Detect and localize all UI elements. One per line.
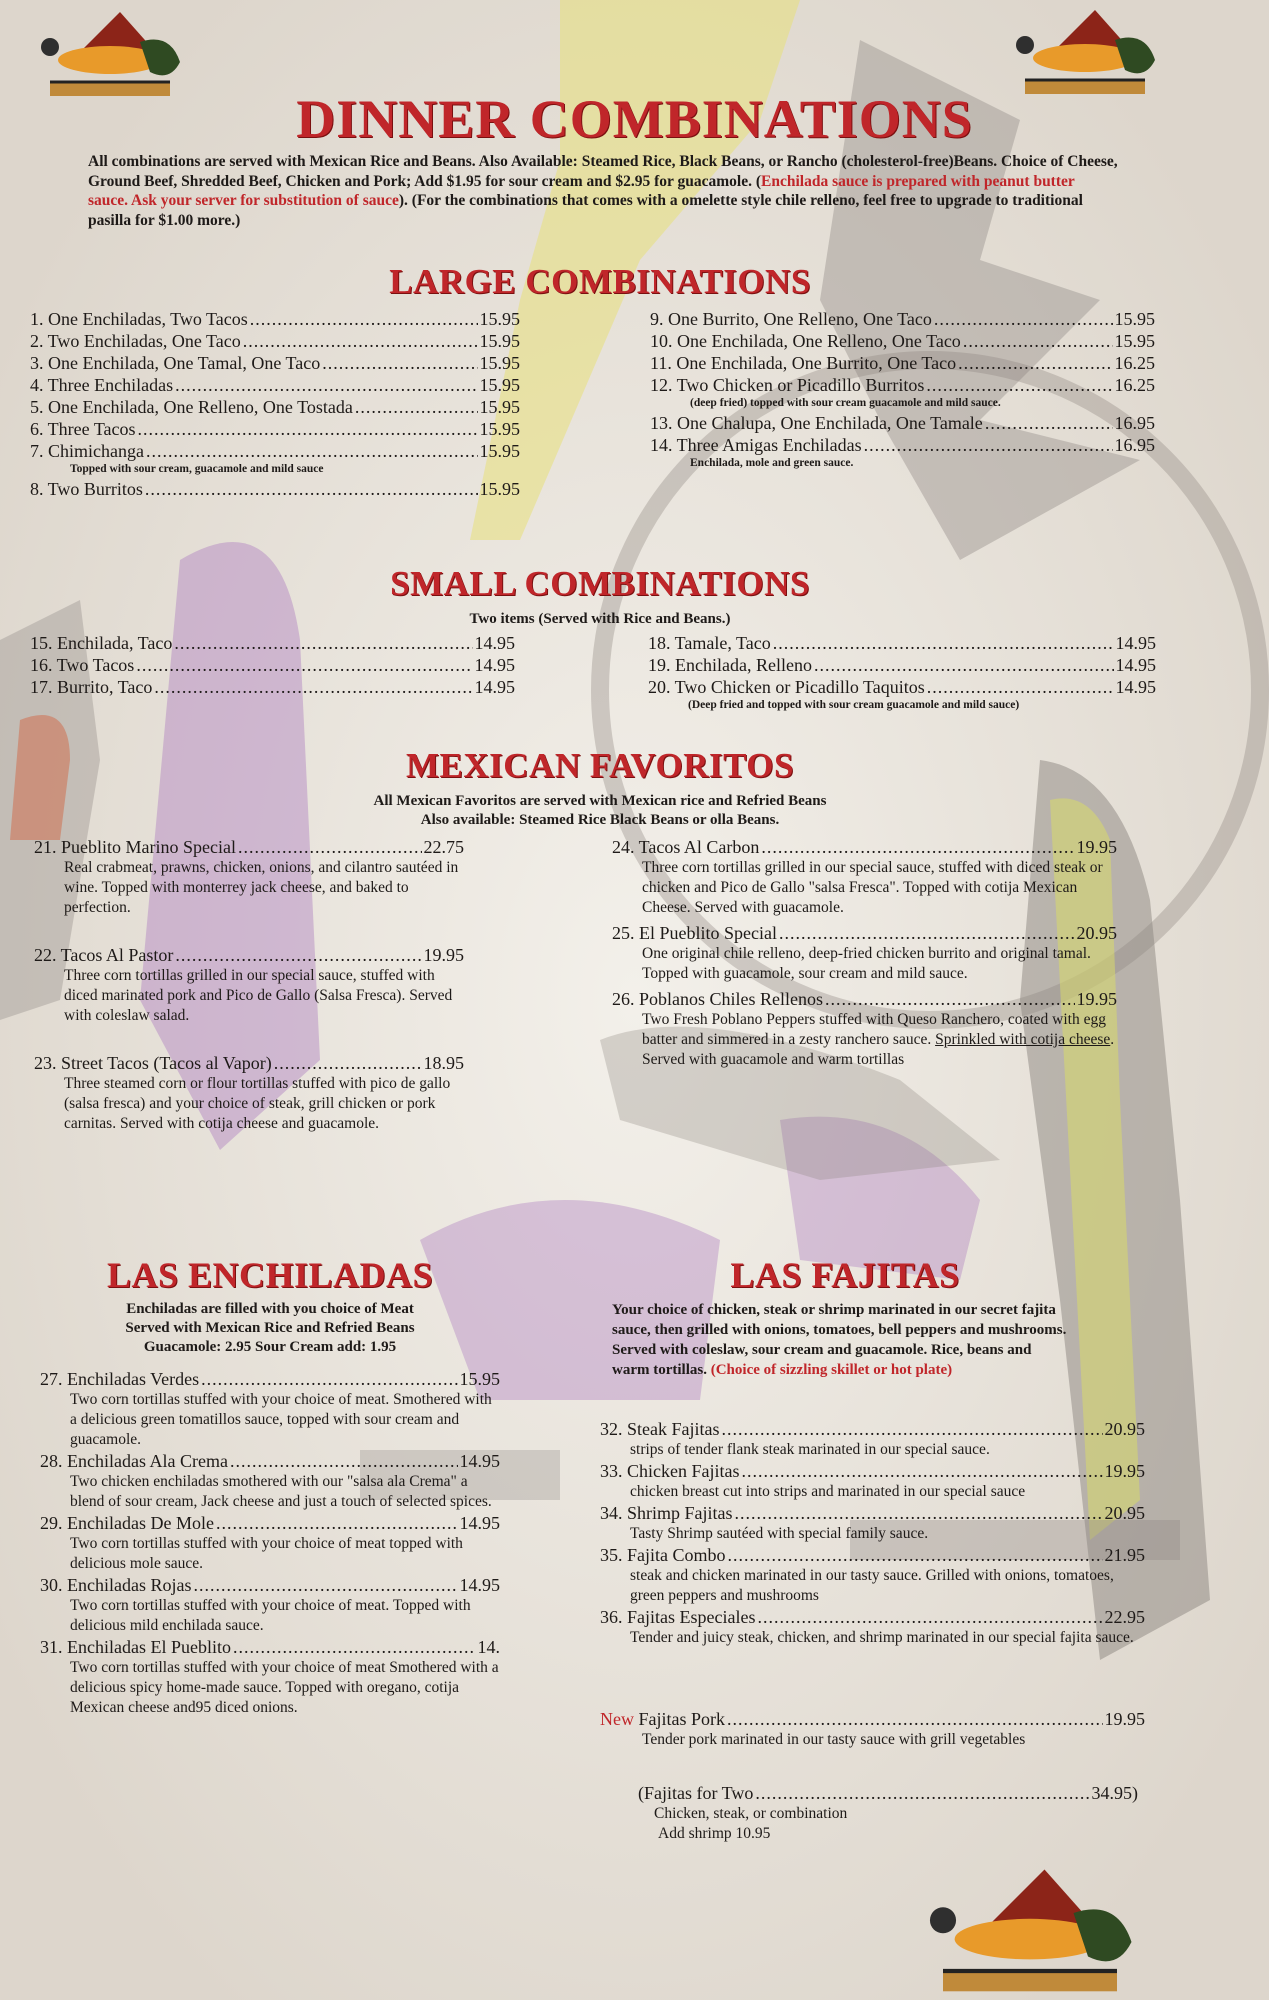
dot-leader <box>814 654 1114 676</box>
menu-item-row <box>650 412 1155 434</box>
menu-item-description: Add shrimp 10.95 <box>658 1825 771 1842</box>
menu-item-name: (Fajitas for Two <box>638 1783 754 1803</box>
menu-item-name: 23. Street Tacos (Tacos al Vapor) <box>34 1053 272 1073</box>
menu-item-price: 20.95 <box>1076 923 1117 943</box>
las-fajitas-skillet-note: (Choice of sizzling skillet or hot plate) <box>710 1362 953 1378</box>
menu-item <box>30 676 515 698</box>
large-combinations-left-column <box>30 308 520 500</box>
menu-item-name: 3. One Enchilada, One Tamal, One Taco <box>30 353 321 373</box>
menu-item-name: 30. Enchiladas Rojas <box>40 1575 192 1595</box>
menu-item <box>650 330 1155 352</box>
small-combinations-title: SMALL COMBINATIONS <box>390 564 810 603</box>
sleeping-man-cactus-logo-icon <box>840 1855 1220 2000</box>
menu-item-name: 14. Three Amigas Enchiladas <box>650 435 862 455</box>
dot-leader <box>138 418 478 440</box>
menu-item-name: 12. Two Chicken or Picadillo Burritos <box>650 375 925 395</box>
menu-item <box>30 352 520 374</box>
menu-item-description: Three steamed corn or flour tortillas stuffed with pico de gallo (salsa fresca) and your choice of steak, grill chicken or pork carnitas. Served with cotija cheese and guacamole. <box>64 1075 451 1132</box>
menu-item-price: 22.75 <box>423 837 464 857</box>
menu-item <box>40 1574 500 1636</box>
menu-item-row <box>30 374 520 396</box>
menu-item-row <box>650 308 1155 330</box>
menu-item-description: One original chile relleno, deep-fried chicken burrito and original tamal. Topped with guacamole, sour cream and mild sauce. <box>642 945 1091 982</box>
menu-item-price: 14.95 <box>459 1451 500 1471</box>
menu-item-price: 15.95 <box>459 1369 500 1389</box>
las-fajitas-subtitle <box>612 1300 1072 1380</box>
menu-item-row <box>40 1512 500 1534</box>
menu-item-row <box>650 330 1155 352</box>
mexican-favoritos-title: MEXICAN FAVORITOS <box>406 746 794 785</box>
menu-item-price: 19.95 <box>1076 989 1117 1009</box>
menu-item <box>612 922 1117 988</box>
menu-item-row <box>648 676 1156 698</box>
menu-item-name: 22. Tacos Al Pastor <box>34 945 174 965</box>
menu-item <box>600 1418 1145 1460</box>
dot-leader <box>927 676 1114 698</box>
menu-item-note: (deep fried) topped with sour cream guacamole and mild sauce. <box>690 397 1001 409</box>
dot-leader <box>741 1460 1102 1482</box>
las-enchiladas-subtitle-line: Guacamole: 2.95 Sour Cream add: 1.95 <box>143 1339 397 1355</box>
menu-item-description: Two corn tortillas stuffed with your choice of meat. Smothered with a delicious green tomatillos sauce, topped with sour cream and guacamole. <box>70 1391 492 1448</box>
intro-text <box>88 152 1118 230</box>
menu-item-price: 14.95 <box>474 633 515 653</box>
menu-item <box>40 1636 500 1718</box>
dot-leader <box>136 654 472 676</box>
menu-item-row <box>612 988 1117 1010</box>
menu-item-price: 15.95 <box>479 353 520 373</box>
dot-leader <box>145 478 478 500</box>
menu-item-price: 34.95) <box>1091 1783 1138 1803</box>
menu-item-name: 35. Fajita Combo <box>600 1545 726 1565</box>
menu-item-name: 29. Enchiladas De Mole <box>40 1513 214 1533</box>
menu-item <box>30 396 520 418</box>
menu-item-name: 36. Fajitas Especiales <box>600 1607 756 1627</box>
menu-item-description: Three corn tortillas grilled in our special sauce, stuffed with diced steak or chicken and Pico de Gallo "salsa Fresca". Topped with cotija Mexican Cheese. Served with guacamole. <box>642 859 1103 916</box>
large-combinations-title: LARGE COMBINATIONS <box>389 262 811 301</box>
dot-leader <box>761 836 1074 858</box>
menu-item-price: 19.95 <box>1076 837 1117 857</box>
menu-item-name <box>600 1708 725 1730</box>
dot-leader <box>174 632 472 654</box>
menu-item-row <box>30 478 520 500</box>
menu-item-row <box>30 396 520 418</box>
menu-item-note: Topped with sour cream, guacamole and mild sauce <box>70 463 324 475</box>
menu-item-row <box>30 352 520 374</box>
menu-item-price: 15.95 <box>479 397 520 417</box>
menu-item <box>612 988 1117 1070</box>
menu-item-name: 11. One Enchilada, One Burrito, One Taco <box>650 353 957 373</box>
menu-item-price: 18.95 <box>423 1053 464 1073</box>
menu-item-name: 34. Shrimp Fajitas <box>600 1503 733 1523</box>
menu-item-name: 17. Burrito, Taco <box>30 677 153 697</box>
menu-item-name: 21. Pueblito Marino Special <box>34 837 236 857</box>
menu-item-description: Tasty Shrimp sautéed with special family sauce. <box>630 1525 929 1542</box>
menu-item-price: 15.95 <box>479 441 520 461</box>
menu-item-row <box>638 1782 1138 1804</box>
dot-leader <box>216 1512 458 1534</box>
dot-leader <box>154 676 472 698</box>
menu-item-name: 24. Tacos Al Carbon <box>612 837 760 857</box>
menu-item-description: Real crabmeat, prawns, chicken, onions, and cilantro sautéed in wine. Topped with monterrey jack cheese, and baked to perfection. <box>64 859 459 916</box>
dot-leader <box>958 352 1112 374</box>
las-enchiladas-title: LAS ENCHILADAS <box>106 1255 434 1295</box>
menu-item-row <box>612 836 1117 858</box>
small-combinations-left-column <box>30 632 515 698</box>
menu-item-description: chicken breast cut into strips and marinated in our special sauce <box>630 1483 1026 1500</box>
menu-item-description: Tender and juicy steak, chicken, and shrimp marinated in our special fajita sauce. <box>630 1629 1134 1646</box>
small-combinations-subtitle: Two items (Served with Rice and Beans.) <box>469 611 731 627</box>
new-badge: New <box>600 1709 634 1729</box>
menu-item <box>40 1368 500 1450</box>
menu-item <box>648 654 1156 676</box>
dot-leader <box>757 1606 1102 1628</box>
menu-item-name: 9. One Burrito, One Relleno, One Taco <box>650 309 932 329</box>
menu-item-row <box>30 440 520 462</box>
menu-item-row <box>30 330 520 352</box>
sleeping-man-cactus-logo-icon <box>1005 0 1165 100</box>
menu-item-description-text: Two Fresh Poblano Peppers stuffed with Queso Ranchero, coated with egg batter and simmered in a zesty ranchero sauce. <box>642 1011 1106 1048</box>
menu-item-row <box>600 1606 1145 1628</box>
menu-item-row <box>34 836 464 858</box>
menu-item <box>650 374 1155 410</box>
dot-leader <box>722 1418 1103 1440</box>
menu-item <box>30 478 520 500</box>
menu-item-row <box>600 1708 1145 1730</box>
menu-item <box>30 418 520 440</box>
large-combinations-right-column <box>650 308 1155 472</box>
menu-item-price: 14. <box>477 1637 500 1657</box>
dot-leader <box>864 434 1113 456</box>
dot-leader <box>233 1636 476 1658</box>
new-fajitas-pork-item <box>600 1708 1145 1750</box>
intro-text-part: All combinations are served with Mexican Rice and Beans. Also Available: Steamed Rice, Black Beans, or Rancho (cholesterol-free)Beans. Choice of Cheese, Ground Beef, Shredded Beef, Chicken and Pork; Add $1.95 for sour cream and $2.95 for guacamole. ( <box>88 153 1118 190</box>
menu-item-name: 33. Chicken Fajitas <box>600 1461 740 1481</box>
menu-item <box>34 1052 464 1134</box>
menu-item-price: 14.95 <box>1115 655 1156 675</box>
menu-item-row <box>648 632 1156 654</box>
menu-item-row <box>30 676 515 698</box>
menu-item-name: 15. Enchilada, Taco <box>30 633 173 653</box>
menu-item-price: 19.95 <box>1104 1709 1145 1729</box>
menu-item <box>612 836 1117 922</box>
menu-item-description <box>642 1010 1117 1070</box>
menu-item <box>600 1460 1145 1502</box>
menu-item-row <box>600 1418 1145 1440</box>
dot-leader <box>773 632 1114 654</box>
menu-item-price: 14.95 <box>1115 633 1156 653</box>
menu-item-description: Two chicken enchiladas smothered with our "salsa ala Crema" a blend of sour cream, Jack cheese and just a touch of selected spices. <box>70 1473 492 1510</box>
menu-item-price: 21.95 <box>1104 1545 1145 1565</box>
menu-item-name: 32. Steak Fajitas <box>600 1419 720 1439</box>
intro-text-part: ). (For the combinations that comes with a omelette style chile relleno, feel free to upgrade to traditional pasilla for $1.00 more.) <box>88 192 1083 229</box>
menu-item-price: 14.95 <box>459 1513 500 1533</box>
menu-item-row <box>34 1052 464 1074</box>
las-enchiladas-subtitle-line: Enchiladas are filled with you choice of Meat <box>126 1301 414 1317</box>
mexican-favoritos-subtitle-line: All Mexican Favoritos are served with Mexican rice and Refried Beans <box>373 793 827 809</box>
menu-item <box>600 1502 1145 1544</box>
menu-item-note: Enchilada, mole and green sauce. <box>690 457 854 469</box>
dot-leader <box>755 1782 1089 1804</box>
menu-item <box>30 632 515 654</box>
menu-item-price: 14.95 <box>474 677 515 697</box>
menu-item <box>34 944 464 1052</box>
menu-item-price: 14.95 <box>1115 677 1156 697</box>
menu-item-row <box>600 1544 1145 1566</box>
intro-allergy-note: Enchilada sauce is prepared with peanut butter sauce. Ask your server for substitution of sauce <box>88 172 1075 209</box>
menu-item-price: 20.95 <box>1104 1503 1145 1523</box>
menu-item-price: 15.95 <box>1114 331 1155 351</box>
dot-leader <box>146 440 478 462</box>
dot-leader <box>201 1368 457 1390</box>
menu-item <box>650 434 1155 470</box>
mexican-favoritos-left-column <box>34 836 464 1134</box>
menu-item-description: Chicken, steak, or combination <box>654 1805 848 1822</box>
menu-item-name: 26. Poblanos Chiles Rellenos <box>612 989 823 1009</box>
menu-item <box>30 440 520 476</box>
dot-leader <box>322 352 477 374</box>
menu-item-row <box>650 434 1155 456</box>
las-enchiladas-list <box>40 1368 500 1718</box>
las-enchiladas-subtitle-line: Served with Mexican Rice and Refried Beans <box>125 1320 415 1336</box>
dot-leader <box>825 988 1075 1010</box>
small-combinations-right-column <box>648 632 1156 714</box>
menu-item-name: 2. Two Enchiladas, One Taco <box>30 331 241 351</box>
menu-item-price: 15.95 <box>479 419 520 439</box>
menu-item <box>30 654 515 676</box>
menu-item-row <box>40 1636 500 1658</box>
menu-item-name: 20. Two Chicken or Picadillo Taquitos <box>648 677 925 697</box>
menu-item-description-underlined: Sprinkled with cotija cheese <box>935 1031 1111 1048</box>
las-fajitas-title: LAS FAJITAS <box>730 1255 960 1295</box>
dot-leader <box>727 1708 1102 1730</box>
menu-item-price: 15.95 <box>479 309 520 329</box>
dot-leader <box>175 374 477 396</box>
menu-item-description: steak and chicken marinated in our tasty sauce. Grilled with onions, tomatoes, green peppers and mushrooms <box>630 1567 1114 1604</box>
menu-item <box>40 1450 500 1512</box>
menu-item-row <box>34 944 464 966</box>
dot-leader <box>934 308 1113 330</box>
menu-item-price: 14.95 <box>474 655 515 675</box>
dot-leader <box>238 836 422 858</box>
menu-item-row <box>40 1574 500 1596</box>
menu-item <box>30 374 520 396</box>
menu-item <box>30 308 520 330</box>
menu-item-row <box>612 922 1117 944</box>
menu-item-name: 31. Enchiladas El Pueblito <box>40 1637 231 1657</box>
menu-item-price: 15.95 <box>479 331 520 351</box>
mexican-favoritos-subtitle <box>0 792 1200 830</box>
dot-leader <box>735 1502 1103 1524</box>
menu-item-row <box>30 632 515 654</box>
menu-item-name: 28. Enchiladas Ala Crema <box>40 1451 228 1471</box>
menu-item-price: 14.95 <box>459 1575 500 1595</box>
fajitas-for-two-item <box>638 1782 1138 1844</box>
menu-item <box>650 308 1155 330</box>
menu-item-description: Two corn tortillas stuffed with your choice of meat topped with delicious mole sauce. <box>70 1535 463 1572</box>
menu-item <box>650 412 1155 434</box>
menu-item-description: Tender pork marinated in our tasty sauce with grill vegetables <box>642 1731 1026 1748</box>
menu-item-name-text: Fajitas Pork <box>634 1709 726 1729</box>
las-fajitas-subtitle-text: Your choice of chicken, steak or shrimp marinated in our secret fajita sauce, then grilled with onions, tomatoes, bell peppers and mushrooms. Served with coleslaw, sour cream and guacamole. Rice, beans and warm tortillas. <box>612 1302 1067 1378</box>
menu-item-name: 25. El Pueblito Special <box>612 923 777 943</box>
las-fajitas-list <box>600 1418 1145 1648</box>
menu-item-price: 22.95 <box>1104 1607 1145 1627</box>
menu-item-description: Two corn tortillas stuffed with your choice of meat. Topped with delicious mild enchilada sauce. <box>70 1597 471 1634</box>
menu-item-row <box>30 654 515 676</box>
menu-item-name: 27. Enchiladas Verdes <box>40 1369 200 1389</box>
dot-leader <box>985 412 1113 434</box>
menu-item-row <box>30 418 520 440</box>
dot-leader <box>728 1544 1103 1566</box>
menu-item-row <box>600 1502 1145 1524</box>
menu-item-row <box>40 1368 500 1390</box>
menu-item-name: 1. One Enchiladas, Two Tacos <box>30 309 248 329</box>
dot-leader <box>963 330 1113 352</box>
menu-item-name: 16. Two Tacos <box>30 655 135 675</box>
menu-item-row <box>600 1460 1145 1482</box>
menu-item <box>648 676 1156 712</box>
dot-leader <box>926 374 1112 396</box>
dot-leader <box>250 308 478 330</box>
dot-leader <box>243 330 478 352</box>
page-title: DINNER COMBINATIONS <box>296 89 973 149</box>
mexican-favoritos-subtitle-line: Also available: Steamed Rice Black Beans or olla Beans. <box>420 812 780 828</box>
menu-item-name: 19. Enchilada, Relleno <box>648 655 812 675</box>
dot-leader <box>193 1574 457 1596</box>
menu-item <box>650 352 1155 374</box>
menu-item-price: 15.95 <box>479 479 520 499</box>
menu-item <box>34 836 464 944</box>
menu-item <box>648 632 1156 654</box>
menu-item-name: 5. One Enchilada, One Relleno, One Tostada <box>30 397 353 417</box>
menu-item-row <box>650 352 1155 374</box>
menu-item-name: 8. Two Burritos <box>30 479 143 499</box>
sleeping-man-cactus-logo-icon <box>30 2 190 102</box>
mexican-favoritos-right-column <box>612 836 1117 1070</box>
menu-item-row <box>30 308 520 330</box>
menu-item-price: 16.95 <box>1114 413 1155 433</box>
menu-item-row <box>40 1450 500 1472</box>
menu-item-row <box>650 374 1155 396</box>
menu-item-description-text: . Served with guacamole and warm tortillas <box>642 1031 1115 1068</box>
menu-item-description: Two corn tortillas stuffed with your choice of meat Smothered with a delicious spicy home-made sauce. Topped with oregano, cotija Mexican cheese and95 diced onions. <box>70 1659 499 1716</box>
las-enchiladas-subtitle <box>60 1300 480 1357</box>
menu-item-price: 16.95 <box>1114 435 1155 455</box>
menu-item-price: 20.95 <box>1104 1419 1145 1439</box>
menu-item-name: 6. Three Tacos <box>30 419 136 439</box>
dot-leader <box>355 396 478 418</box>
menu-item <box>40 1512 500 1574</box>
menu-item-name: 18. Tamale, Taco <box>648 633 771 653</box>
menu-item-row <box>648 654 1156 676</box>
dot-leader <box>779 922 1075 944</box>
menu-item <box>30 330 520 352</box>
menu-item-price: 16.25 <box>1114 353 1155 373</box>
menu-item-name: 13. One Chalupa, One Enchilada, One Tamale <box>650 413 983 433</box>
menu-item-name: 4. Three Enchiladas <box>30 375 174 395</box>
dot-leader <box>230 1450 458 1472</box>
menu-item-price: 19.95 <box>423 945 464 965</box>
menu-item-name: 10. One Enchilada, One Relleno, One Taco <box>650 331 961 351</box>
menu-item-price: 15.95 <box>1114 309 1155 329</box>
menu-item-name: 7. Chimichanga <box>30 441 144 461</box>
dot-leader <box>274 1052 422 1074</box>
menu-item-description: Three corn tortillas grilled in our special sauce, stuffed with diced marinated pork and Pico de Gallo (Salsa Fresca). Served with coleslaw salad. <box>64 967 453 1024</box>
menu-item-price: 15.95 <box>479 375 520 395</box>
menu-item-description: strips of tender flank steak marinated in our special sauce. <box>630 1441 990 1458</box>
dot-leader <box>175 944 421 966</box>
menu-item-price: 16.25 <box>1114 375 1155 395</box>
menu-item-note: (Deep fried and topped with sour cream guacamole and mild sauce) <box>688 699 1020 711</box>
menu-item <box>600 1606 1145 1648</box>
menu-item <box>600 1544 1145 1606</box>
menu-item-price: 19.95 <box>1104 1461 1145 1481</box>
